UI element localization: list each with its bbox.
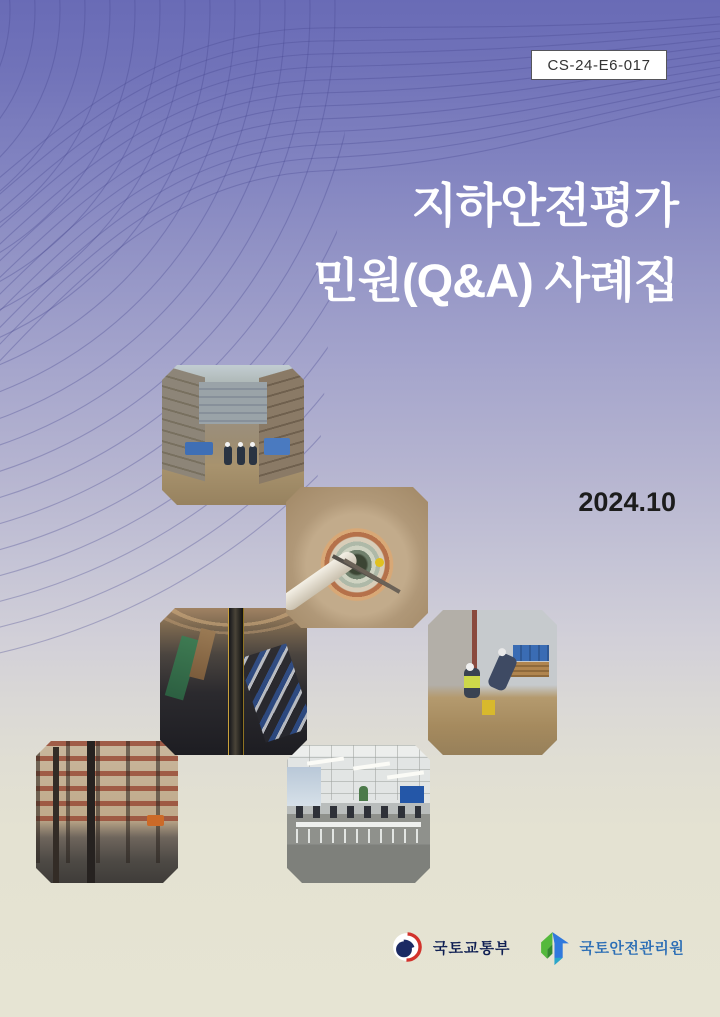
worker-figure-vest xyxy=(464,668,480,698)
excavator xyxy=(147,815,164,826)
presentation-screen xyxy=(400,786,424,803)
ministry-logo xyxy=(392,932,510,962)
soil-ground xyxy=(428,685,557,755)
report-code-text: CS-24-E6-017 xyxy=(547,56,651,74)
cover-photo-vertical-shaft xyxy=(160,608,307,755)
blue-pallets xyxy=(513,645,549,661)
yellow-test-box xyxy=(482,700,495,715)
central-column xyxy=(228,608,245,755)
ministry-label: 국토교통부 xyxy=(433,939,511,957)
window-strip xyxy=(287,767,321,806)
worker-figure xyxy=(237,446,245,465)
report-code-badge xyxy=(531,50,667,80)
desk-row xyxy=(296,822,422,827)
cover-photo-excavation-pit xyxy=(162,365,304,505)
worker-figure xyxy=(224,446,232,465)
dark-column xyxy=(53,747,59,883)
ventilation-duct xyxy=(286,548,360,614)
plant xyxy=(359,786,368,801)
publication-date: 2024.10 xyxy=(578,487,676,517)
back-wall xyxy=(199,382,267,424)
agency-logo xyxy=(540,929,684,966)
blue-tarp xyxy=(264,438,290,455)
wood-pallets xyxy=(511,662,550,677)
cover-title-line1: 지하안전평가 xyxy=(411,179,678,232)
cover-title xyxy=(313,168,678,318)
dark-column xyxy=(87,741,95,883)
cable xyxy=(343,559,400,594)
attendees-row xyxy=(296,806,422,818)
cover-photo-tunnel-boring xyxy=(286,487,428,628)
worker-figure xyxy=(249,446,257,465)
cover-photo-training-room xyxy=(287,745,430,883)
taegeuk-icon xyxy=(392,932,422,962)
yellow-marker xyxy=(375,558,384,567)
blue-tarp xyxy=(185,442,213,455)
footer-logos xyxy=(392,927,684,967)
chair-legs xyxy=(296,829,422,843)
cover-photo-field-inspection xyxy=(428,610,557,755)
cover-title-line2: 민원(Q&A) 사례집 xyxy=(313,254,678,307)
cover-photo-steel-framework xyxy=(36,741,178,883)
kalis-arrow-icon xyxy=(540,929,571,966)
agency-label: 국토안전관리원 xyxy=(579,939,685,957)
